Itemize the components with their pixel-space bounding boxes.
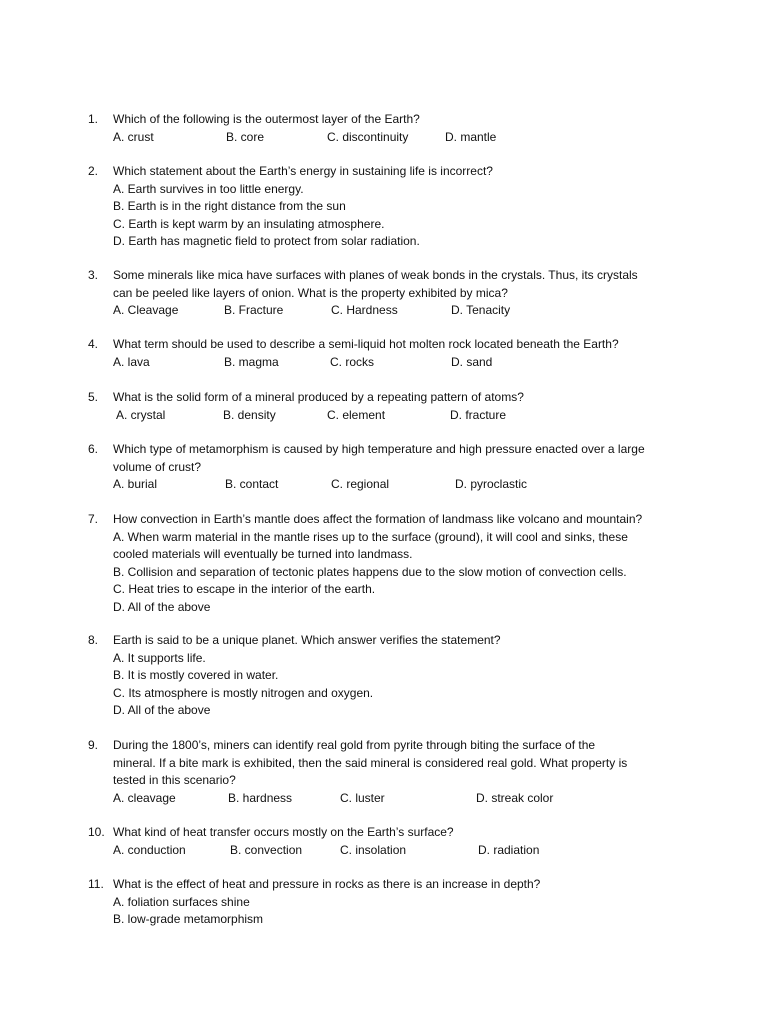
question-3 <box>88 267 728 320</box>
choice: A. burial <box>113 477 158 491</box>
question-number: 4. <box>88 337 99 351</box>
choice: D. streak color <box>476 790 554 805</box>
question-number: 5. <box>88 390 99 404</box>
choice: C. discontinuity <box>327 129 409 144</box>
option-line: D. All of the above <box>113 599 211 614</box>
question-number: 7. <box>88 512 99 526</box>
choices-row <box>113 476 728 494</box>
question-7 <box>88 511 728 616</box>
option-line: D. Earth has magnetic field to protect from solar radiation. <box>113 234 420 248</box>
question-10 <box>88 824 728 859</box>
choice: B. density <box>223 407 276 422</box>
choice: A. lava <box>113 354 150 369</box>
option-line: D. All of the above <box>113 703 211 717</box>
choice: D. Tenacity <box>451 303 511 317</box>
question-number: 10. <box>88 825 105 839</box>
choice: C. luster <box>340 790 385 805</box>
choices-row <box>113 354 728 372</box>
choice: A. crust <box>113 129 154 144</box>
choice: B. Fracture <box>224 303 284 317</box>
choice: C. regional <box>331 477 390 491</box>
question-5 <box>88 389 728 424</box>
question-stem: Earth is said to be a unique planet. Which answer verifies the statement? <box>113 633 501 647</box>
choice: C. element <box>327 407 386 422</box>
question-stem: mineral. If a bite mark is exhibited, then the said mineral is considered real gold. What property is <box>113 755 628 770</box>
question-stem: volume of crust? <box>113 459 202 474</box>
question-stem: What is the solid form of a mineral produced by a repeating pattern of atoms? <box>113 390 524 404</box>
option-line: A. foliation surfaces shine <box>113 894 250 909</box>
question-2 <box>88 163 728 251</box>
question-stem: What term should be used to describe a semi-liquid hot molten rock located beneath the Earth? <box>113 337 619 351</box>
question-4 <box>88 336 728 371</box>
option-line: B. Earth is in the right distance from the sun <box>113 199 346 213</box>
choice: B. magma <box>224 354 279 369</box>
question-stem: What kind of heat transfer occurs mostly on the Earth’s surface? <box>113 825 454 839</box>
option-line: A. When warm material in the mantle rises up to the surface (ground), it will cool and sinks, these <box>113 529 628 544</box>
question-6 <box>88 441 728 494</box>
question-stem: Which statement about the Earth’s energy in sustaining life is incorrect? <box>113 164 493 178</box>
choice: C. rocks <box>330 354 375 369</box>
option-line: C. Heat tries to escape in the interior of the earth. <box>113 582 376 596</box>
option-line: B. Collision and separation of tectonic plates happens due to the slow motion of convection cells. <box>113 564 627 579</box>
choices-row <box>113 129 728 147</box>
option-line: A. Earth survives in too little energy. <box>113 181 304 196</box>
choice: A. crystal <box>116 407 166 422</box>
question-number: 8. <box>88 633 99 647</box>
question-stem: Which of the following is the outermost layer of the Earth? <box>113 112 420 126</box>
choice: D. radiation <box>478 842 540 857</box>
choice: B. contact <box>225 477 279 491</box>
question-stem: can be peeled like layers of onion. What is the property exhibited by mica? <box>113 285 508 300</box>
option-line: cooled materials will eventually be turned into landmass. <box>113 547 413 561</box>
question-11 <box>88 876 728 929</box>
option-line: B. low-grade metamorphism <box>113 912 264 926</box>
choices-row <box>113 302 728 320</box>
choices-row <box>113 790 728 808</box>
question-stem: What is the effect of heat and pressure in rocks as there is an increase in depth? <box>113 877 541 891</box>
choice: A. cleavage <box>113 790 176 805</box>
option-line: C. Its atmosphere is mostly nitrogen and oxygen. <box>113 685 374 700</box>
question-stem: tested in this scenario? <box>113 773 236 787</box>
choice: D. mantle <box>445 129 497 144</box>
choice: A. Cleavage <box>113 303 179 317</box>
question-number: 3. <box>88 268 99 282</box>
choice: C. insolation <box>340 842 407 857</box>
question-8 <box>88 632 728 720</box>
choice: D. sand <box>451 354 493 369</box>
question-stem: During the 1800’s, miners can identify real gold from pyrite through biting the surface of the <box>113 738 596 752</box>
question-9 <box>88 737 728 807</box>
choices-row <box>113 842 728 860</box>
choices-row <box>113 407 728 425</box>
question-number: 11. <box>88 877 104 891</box>
question-number: 1. <box>88 112 99 126</box>
question-stem: How convection in Earth’s mantle does affect the formation of landmass like volcano and mountain? <box>113 512 643 526</box>
option-line: C. Earth is kept warm by an insulating atmosphere. <box>113 216 385 231</box>
choice: D. pyroclastic <box>455 477 528 491</box>
question-number: 9. <box>88 738 99 752</box>
question-1 <box>88 111 728 146</box>
choice: A. conduction <box>113 842 186 857</box>
option-line: B. It is mostly covered in water. <box>113 668 279 682</box>
question-stem: Which type of metamorphism is caused by high temperature and high pressure enacted over a large <box>113 442 645 456</box>
choice: B. hardness <box>228 790 293 805</box>
choice: B. convection <box>230 842 303 857</box>
question-number: 2. <box>88 164 99 178</box>
choice: D. fracture <box>450 407 507 422</box>
option-line: A. It supports life. <box>113 650 206 665</box>
choice: B. core <box>226 129 265 144</box>
question-number: 6. <box>88 442 99 456</box>
question-stem: Some minerals like mica have surfaces with planes of weak bonds in the crystals. Thus, its crystals <box>113 268 638 282</box>
choice: C. Hardness <box>331 303 398 317</box>
